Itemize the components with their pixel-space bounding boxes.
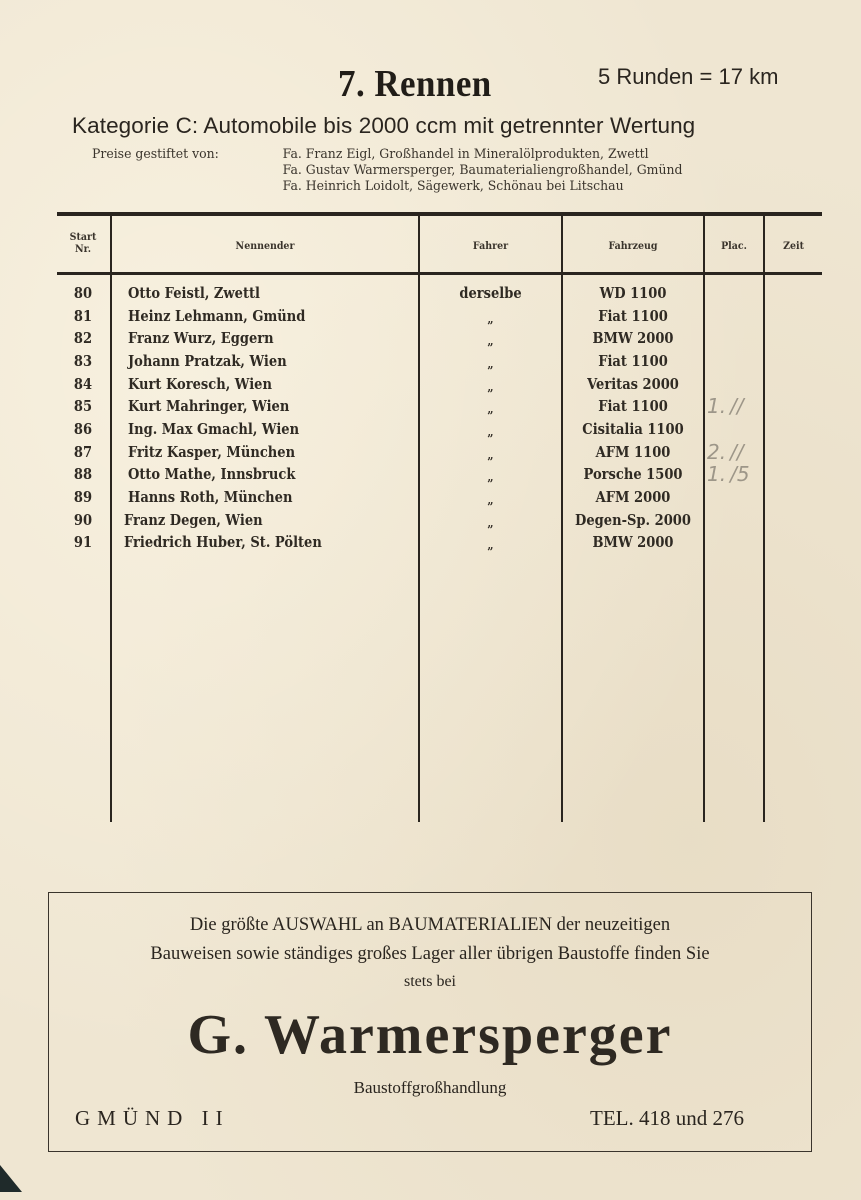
vehicle-name: AFM 2000 <box>595 488 671 506</box>
driver-name: „ <box>487 538 494 553</box>
driver-name: „ <box>487 515 494 530</box>
ad-line-3: stets bei <box>404 973 456 990</box>
vehicle-name: Degen-Sp. 2000 <box>575 511 691 529</box>
start-number: 85 <box>73 398 93 416</box>
entrant-name: Franz Degen, Wien <box>124 511 263 529</box>
driver-name: „ <box>487 470 494 485</box>
entrant-name: Otto Mathe, Innsbruck <box>128 466 296 484</box>
header-entrant: Nennender <box>235 240 295 252</box>
handwritten-placing: 1. /5 <box>707 462 750 487</box>
entrant-name: Fritz Kasper, München <box>128 443 296 461</box>
vehicle-name: Veritas 2000 <box>587 375 679 393</box>
header-place: Plac. <box>721 240 747 252</box>
entrant-name: Heinz Lehmann, Gmünd <box>128 307 306 325</box>
sponsor: Fa. Franz Eigl, Großhandel in Mineralölprodukten, Zwettl <box>282 147 649 162</box>
race-category: Kategorie C: Automobile bis 2000 ccm mit getrennter Wertung <box>72 113 696 138</box>
ad-phone: TEL. 418 und 276 <box>590 1106 744 1130</box>
entrant-name: Johann Pratzak, Wien <box>128 352 287 370</box>
ad-line-1: Die größte AUSWAHL an BAUMATERIALIEN der neuzeitigen <box>189 915 671 935</box>
entrant-name: Kurt Mahringer, Wien <box>128 398 290 416</box>
column-divider <box>110 216 112 822</box>
sponsor: Fa. Heinrich Loidolt, Sägewerk, Schönau bei Litschau <box>282 179 624 194</box>
start-number: 91 <box>73 534 93 552</box>
entrant-name: Otto Feistl, Zwettl <box>128 285 260 302</box>
driver-name: „ <box>487 311 494 326</box>
start-number: 80 <box>73 285 93 302</box>
handwritten-placing: 1. // <box>707 394 744 419</box>
vehicle-name: Porsche 1500 <box>583 466 683 484</box>
driver-name: „ <box>487 356 494 371</box>
vehicle-name: AFM 1100 <box>595 443 671 461</box>
race-title: 7. Rennen <box>338 63 492 105</box>
race-distance: 5 Runden = 17 km <box>598 64 779 89</box>
vehicle-name: Fiat 1100 <box>598 352 668 370</box>
driver-name: „ <box>487 492 494 507</box>
vehicle-name: Cisitalia 1100 <box>582 420 684 438</box>
entrant-name: Ing. Max Gmachl, Wien <box>128 420 300 438</box>
entrant-name: Hanns Roth, München <box>128 488 293 506</box>
column-divider <box>561 216 563 822</box>
prizes-label: Preise gestiftet von: <box>92 147 219 162</box>
ad-city: GMÜND II <box>75 1106 230 1130</box>
header-time: Zeit <box>783 240 804 252</box>
entrant-name: Kurt Koresch, Wien <box>128 375 272 393</box>
start-number: 88 <box>73 466 93 484</box>
table-header-rule <box>57 272 822 275</box>
entrant-name: Friedrich Huber, St. Pölten <box>124 534 322 552</box>
header-start-nr: Start Nr. <box>69 231 97 255</box>
page-corner-shadow <box>0 1165 22 1192</box>
driver-name: derselbe <box>459 285 522 302</box>
vehicle-name: BMW 2000 <box>592 534 674 552</box>
vehicle-name: Fiat 1100 <box>598 398 668 416</box>
driver-name: „ <box>487 379 494 394</box>
driver-name: „ <box>487 424 494 439</box>
column-divider <box>418 216 420 822</box>
column-divider <box>703 216 705 822</box>
start-number: 87 <box>73 443 93 461</box>
handwritten-placing: 2. // <box>707 439 744 464</box>
ad-company-subtitle: Baustoffgroßhandlung <box>353 1078 507 1097</box>
header-vehicle: Fahrzeug <box>608 240 658 252</box>
start-number: 83 <box>73 352 93 370</box>
ad-company-name: G. Warmersperger <box>187 1004 673 1066</box>
header-driver: Fahrer <box>472 240 509 252</box>
start-number: 81 <box>73 307 93 325</box>
table-top-rule <box>57 212 822 216</box>
driver-name: „ <box>487 402 494 417</box>
vehicle-name: BMW 2000 <box>592 330 674 348</box>
entrant-name: Franz Wurz, Eggern <box>128 330 274 348</box>
vehicle-name: WD 1100 <box>599 285 667 302</box>
start-number: 89 <box>73 488 93 506</box>
sponsor: Fa. Gustav Warmersperger, Baumaterialiengroßhandel, Gmünd <box>282 163 683 178</box>
driver-name: „ <box>487 447 494 462</box>
start-number: 82 <box>73 330 93 348</box>
column-divider <box>763 216 765 822</box>
vehicle-name: Fiat 1100 <box>598 307 668 325</box>
prize-sponsors <box>92 147 682 195</box>
start-number: 86 <box>73 420 93 438</box>
start-number: 84 <box>73 375 93 393</box>
ad-line-2: Bauweisen sowie ständiges großes Lager aller übrigen Baustoffe finden Sie <box>150 944 710 964</box>
driver-name: „ <box>487 334 494 349</box>
start-number: 90 <box>73 511 93 529</box>
